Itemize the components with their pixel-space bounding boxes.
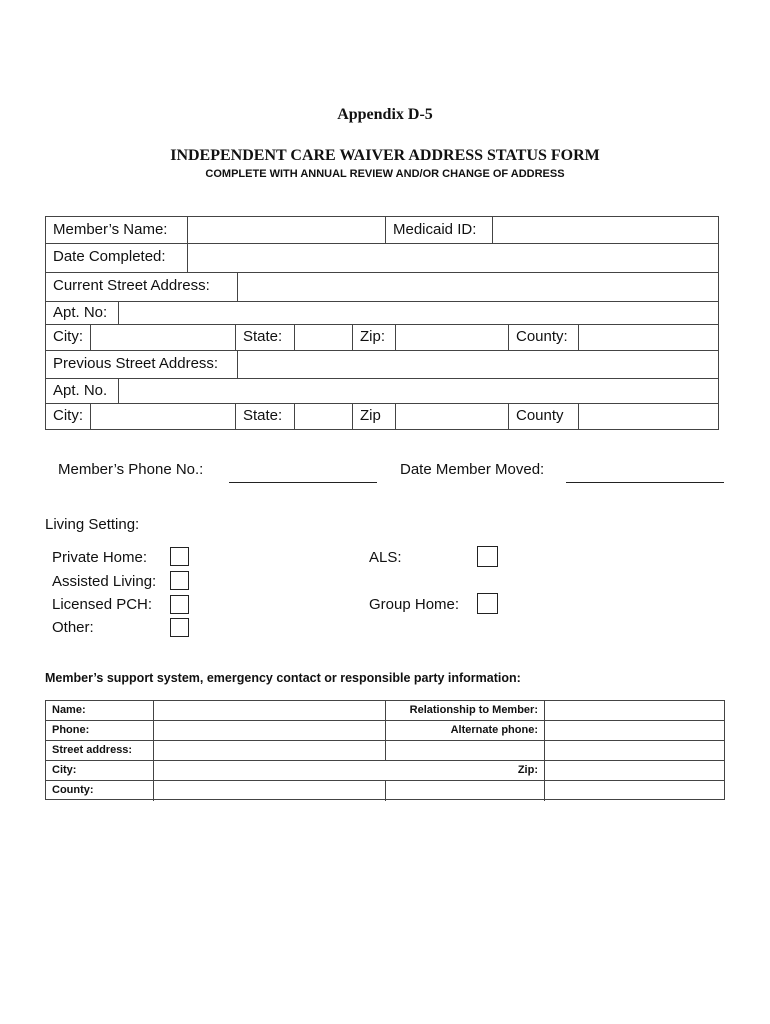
date-moved-input-line[interactable] bbox=[566, 482, 724, 483]
previous-address-row bbox=[46, 351, 718, 379]
previous-apt-label: Apt. No. bbox=[46, 379, 119, 403]
previous-street-address-label: Previous Street Address: bbox=[46, 351, 238, 378]
support-street-extra-2[interactable] bbox=[545, 741, 724, 760]
phone-label: Member’s Phone No.: bbox=[58, 461, 204, 478]
support-county-extra[interactable] bbox=[386, 781, 545, 801]
living-setting-heading: Living Setting: bbox=[45, 516, 140, 533]
assisted-living-checkbox[interactable] bbox=[170, 571, 189, 590]
support-row-street bbox=[46, 741, 724, 761]
current-county-label: County: bbox=[509, 325, 579, 350]
appendix-label: Appendix D-5 bbox=[337, 106, 433, 123]
other-label: Other: bbox=[52, 619, 94, 636]
assisted-living-label: Assisted Living: bbox=[52, 573, 157, 590]
licensed-pch-label: Licensed PCH: bbox=[52, 596, 153, 613]
previous-apt-input[interactable] bbox=[119, 379, 718, 403]
previous-street-address-input[interactable] bbox=[238, 351, 718, 378]
members-name-input[interactable] bbox=[188, 217, 386, 243]
previous-state-input[interactable] bbox=[295, 404, 353, 429]
als-checkbox[interactable] bbox=[477, 546, 498, 567]
current-street-address-label: Current Street Address: bbox=[46, 273, 238, 301]
support-street-label: Street address: bbox=[46, 741, 154, 760]
support-county-input[interactable] bbox=[154, 781, 386, 801]
current-city-row bbox=[46, 325, 718, 351]
support-row-city bbox=[46, 761, 724, 781]
previous-zip-label: Zip bbox=[353, 404, 396, 429]
support-zip-input[interactable] bbox=[545, 761, 724, 780]
support-name-label: Name: bbox=[46, 701, 154, 720]
other-checkbox[interactable] bbox=[170, 618, 189, 637]
current-apt-row bbox=[46, 302, 718, 325]
previous-county-label: County bbox=[509, 404, 579, 429]
date-completed-input[interactable] bbox=[188, 244, 718, 272]
current-county-input[interactable] bbox=[579, 325, 718, 350]
current-state-input[interactable] bbox=[295, 325, 353, 350]
support-row-county bbox=[46, 781, 724, 801]
support-county-extra-2[interactable] bbox=[545, 781, 724, 801]
support-street-extra[interactable] bbox=[386, 741, 545, 760]
current-zip-label: Zip: bbox=[353, 325, 396, 350]
medicaid-id-label: Medicaid ID: bbox=[386, 217, 493, 243]
members-name-row bbox=[46, 217, 718, 244]
private-home-label: Private Home: bbox=[52, 549, 148, 566]
previous-county-input[interactable] bbox=[579, 404, 718, 429]
medicaid-id-input[interactable] bbox=[493, 217, 718, 243]
support-row-name bbox=[46, 701, 724, 721]
support-heading: Member’s support system, emergency contact or responsible party information: bbox=[45, 671, 521, 685]
date-moved-label: Date Member Moved: bbox=[400, 461, 545, 478]
current-street-address-input[interactable] bbox=[238, 273, 718, 301]
group-home-checkbox[interactable] bbox=[477, 593, 498, 614]
alternate-phone-input[interactable] bbox=[545, 721, 724, 740]
members-name-label: Member’s Name: bbox=[46, 217, 188, 243]
support-city-input[interactable] bbox=[154, 761, 386, 780]
current-apt-input[interactable] bbox=[119, 302, 718, 324]
alternate-phone-label: Alternate phone: bbox=[386, 721, 545, 740]
group-home-label: Group Home: bbox=[369, 596, 460, 613]
previous-city-row bbox=[46, 404, 718, 429]
support-phone-label: Phone: bbox=[46, 721, 154, 740]
support-street-input[interactable] bbox=[154, 741, 386, 760]
date-completed-label: Date Completed: bbox=[46, 244, 188, 272]
support-table bbox=[45, 700, 725, 800]
relationship-label: Relationship to Member: bbox=[386, 701, 545, 720]
support-row-phone bbox=[46, 721, 724, 741]
current-apt-label: Apt. No: bbox=[46, 302, 119, 324]
previous-city-label: City: bbox=[46, 404, 91, 429]
current-city-input[interactable] bbox=[91, 325, 236, 350]
phone-input-line[interactable] bbox=[229, 482, 377, 483]
previous-apt-row bbox=[46, 379, 718, 404]
member-info-table bbox=[45, 216, 719, 430]
relationship-input[interactable] bbox=[545, 701, 724, 720]
previous-city-input[interactable] bbox=[91, 404, 236, 429]
current-state-label: State: bbox=[236, 325, 295, 350]
als-label: ALS: bbox=[369, 549, 402, 566]
current-zip-input[interactable] bbox=[396, 325, 509, 350]
support-county-label: County: bbox=[46, 781, 154, 801]
form-subtitle: COMPLETE WITH ANNUAL REVIEW AND/OR CHANGE OF ADDRESS bbox=[205, 168, 565, 180]
current-city-label: City: bbox=[46, 325, 91, 350]
support-city-label: City: bbox=[46, 761, 154, 780]
date-completed-row bbox=[46, 244, 718, 273]
previous-state-label: State: bbox=[236, 404, 295, 429]
licensed-pch-checkbox[interactable] bbox=[170, 595, 189, 614]
support-phone-input[interactable] bbox=[154, 721, 386, 740]
previous-zip-input[interactable] bbox=[396, 404, 509, 429]
support-name-input[interactable] bbox=[154, 701, 386, 720]
private-home-checkbox[interactable] bbox=[170, 547, 189, 566]
support-zip-label: Zip: bbox=[386, 761, 545, 780]
current-address-row bbox=[46, 273, 718, 302]
form-title: INDEPENDENT CARE WAIVER ADDRESS STATUS FORM bbox=[170, 147, 600, 164]
